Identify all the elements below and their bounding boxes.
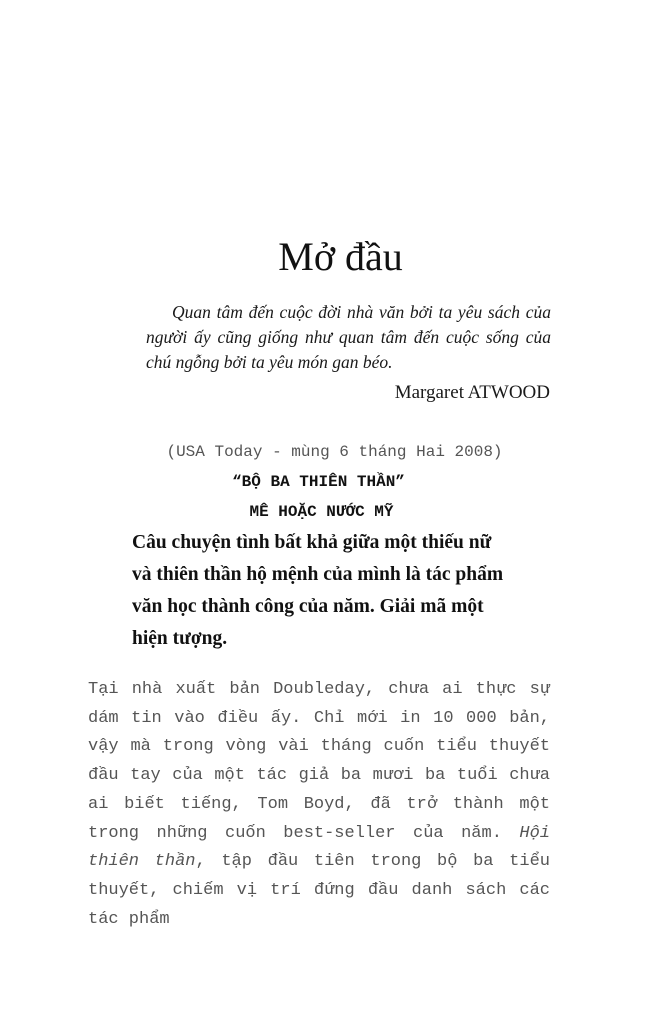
article-body	[88, 676, 550, 934]
epigraph-quote: Quan tâm đến cuộc đời nhà văn bởi ta yêu sách của người ấy cũng giống như quan tâm đến cuộc sống của chú ngỗng bởi ta yêu món gan béo.	[146, 302, 551, 372]
article-body-part1: Tại nhà xuất bản Doubleday, chưa ai thực sự dám tin vào điều ấy. Chỉ mới in 10 000 bản, vậy mà trong vòng vài tháng cuốn tiểu thuyết đầu tay của một tác giả ba mươi ba tuổi chưa ai biết tiếng, Tom Boyd, đã trở thành một trong những cuốn best-seller của năm.	[88, 680, 550, 843]
article-source: (USA Today - mùng 6 tháng Hai 2008)	[166, 443, 503, 461]
chapter-title: Mở đầu	[278, 234, 403, 279]
article-headline-line2: MÊ HOẶC NƯỚC MỸ	[249, 503, 394, 521]
article-headline-line1: “BỘ BA THIÊN THẦN”	[232, 473, 405, 491]
article-lead: Câu chuyện tình bất khả giữa một thiếu nữ và thiên thần hộ mệnh của mình là tác phẩm văn học thành công của năm. Giải mã một hiện tượng.	[132, 532, 504, 649]
epigraph-author: Margaret ATWOOD	[394, 382, 550, 403]
book-title-italic: Hội thiên thần	[88, 823, 550, 872]
article-body-part2: , tập đầu tiên trong bộ ba tiểu thuyết, chiếm vị trí đứng đầu danh sách các tác phẩm	[88, 852, 550, 929]
